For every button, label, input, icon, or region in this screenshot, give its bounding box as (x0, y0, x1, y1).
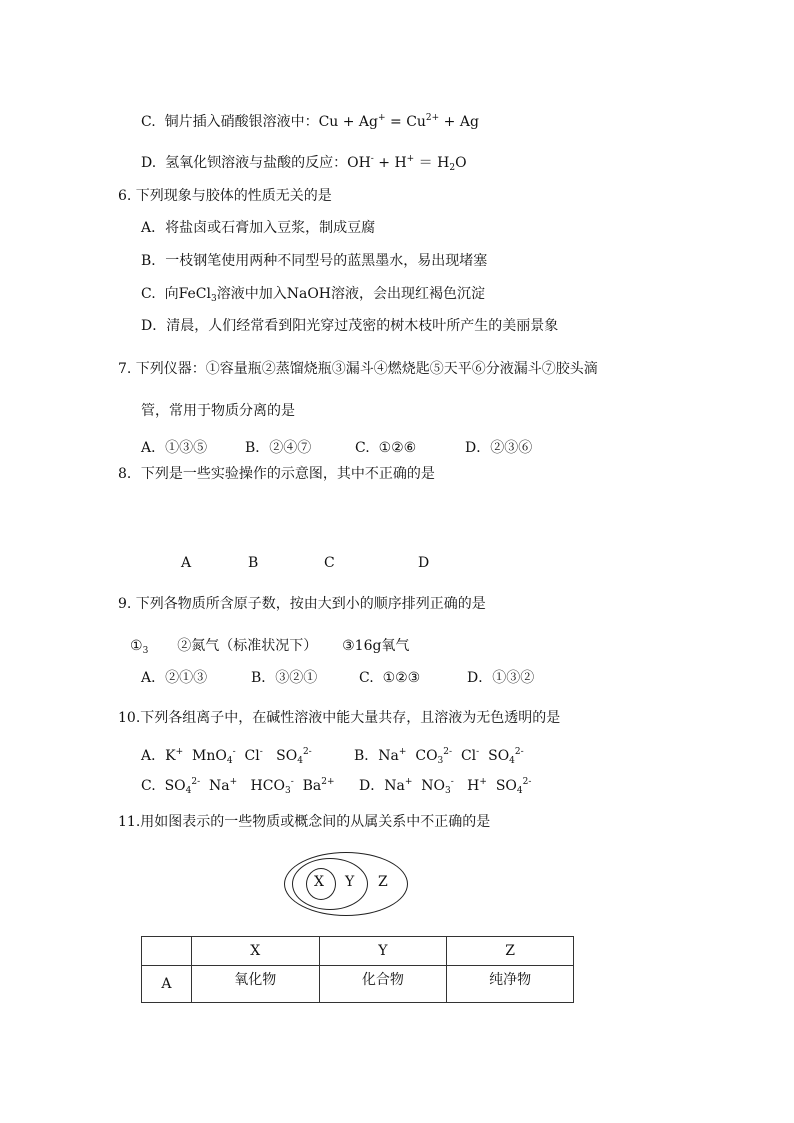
q5-option-c: C. 铜片插入硝酸银溶液中：$Cu + Ag^+ = Cu^{2+} + Ag$ (141, 113, 479, 130)
venn-label-x: X (314, 874, 324, 890)
q9-stem: 9. 下列各物质所含原子数，按由大到小的顺序排列正确的是 (118, 596, 486, 612)
q8-label-b: B (248, 555, 259, 571)
q6-stem: 6. 下列现象与胶体的性质无关的是 (118, 188, 332, 204)
venn-diagram (284, 852, 408, 916)
q9-items (130, 636, 409, 656)
q9-item-1: $①_3$ (130, 638, 149, 656)
q7-option-c: C. ①②⑥ (355, 440, 417, 456)
q5-option-d: D. 氢氧化钡溶液与盐酸的反应：$OH^- + H^+ = H_2O$ (141, 154, 467, 173)
q9-option-b: B．③②① (251, 670, 318, 686)
table-header-cell: X (191, 937, 319, 966)
q7-stem-line1: 7. 下列仪器：①容量瓶②蒸馏烧瓶③漏斗④燃烧匙⑤天平⑥分液漏斗⑦胶头滴 (118, 361, 598, 377)
venn-label-z: Z (378, 874, 388, 890)
table-cell: A (142, 966, 192, 1003)
q10-option-d: D．Na+ $NO_3^-$ H+ $SO_4^{2-}$ (359, 777, 532, 796)
q6-option-a: A．将盐卤或石膏加入豆浆，制成豆腐 (141, 220, 376, 236)
q10-row-2 (141, 776, 531, 796)
q7-option-d: D．②③⑥ (465, 440, 533, 456)
q9-options (141, 668, 534, 688)
q10-row-1 (141, 746, 524, 766)
q9-option-d: D．①③② (467, 670, 535, 686)
q9-item-3: ③16g氧气 (342, 638, 410, 654)
q8-label-d: D (418, 555, 430, 571)
q10-option-a: A．K+ MnO$_4$- Cl- $SO_4^{2-}$ (141, 747, 312, 766)
q8-stem: 8．下列是一些实验操作的示意图，其中不正确的是 (118, 466, 435, 482)
q7-option-a: A．①③⑤ (141, 440, 208, 456)
q8-label-a: A (181, 555, 192, 571)
q10-stem: 10.下列各组离子中，在碱性溶液中能大量共存，且溶液为无色透明的是 (118, 710, 561, 726)
table-cell: 氧化物 (191, 966, 319, 1003)
q6-option-c: C. 向FeCl$_3$溶液中加入NaOH溶液，会出现红褐色沉淀 (141, 286, 486, 304)
q11-stem: 11.用如图表示的一些物质或概念间的从属关系中不正确的是 (118, 814, 491, 830)
q11-table (141, 936, 574, 1003)
q7-option-b: B．②④⑦ (245, 440, 312, 456)
table-row (142, 966, 574, 1003)
q9-item-2: ②氮气（标准状况下） (177, 638, 318, 654)
table-header-cell: Z (447, 937, 574, 966)
q6-option-d: D．清晨，人们经常看到阳光穿过茂密的树木枝叶所产生的美丽景象 (141, 318, 559, 334)
q10-option-b: B．Na+ $CO_3^{2-}$ Cl- $SO_4^{2-}$ (354, 747, 524, 766)
q9-option-a: A．②①③ (141, 670, 208, 686)
table-cell: 化合物 (319, 966, 447, 1003)
q10-option-c: C. $SO_4^{2-}$ Na+ $HCO_3^-$ $Ba^{2+}$ (141, 777, 335, 796)
q8-label-c: C (324, 555, 335, 571)
table-header-cell: Y (319, 937, 447, 966)
table-header-cell (142, 937, 192, 966)
q6-option-b: B．一枝钢笔使用两种不同型号的蓝黑墨水，易出现堵塞 (141, 253, 488, 269)
venn-label-y: Y (345, 874, 355, 890)
table-header-row (142, 937, 574, 966)
q7-stem-line2: 管，常用于物质分离的是 (141, 403, 295, 419)
q9-option-c: C. ①②③ (359, 670, 421, 686)
q7-options (141, 438, 532, 458)
table-cell: 纯净物 (447, 966, 574, 1003)
